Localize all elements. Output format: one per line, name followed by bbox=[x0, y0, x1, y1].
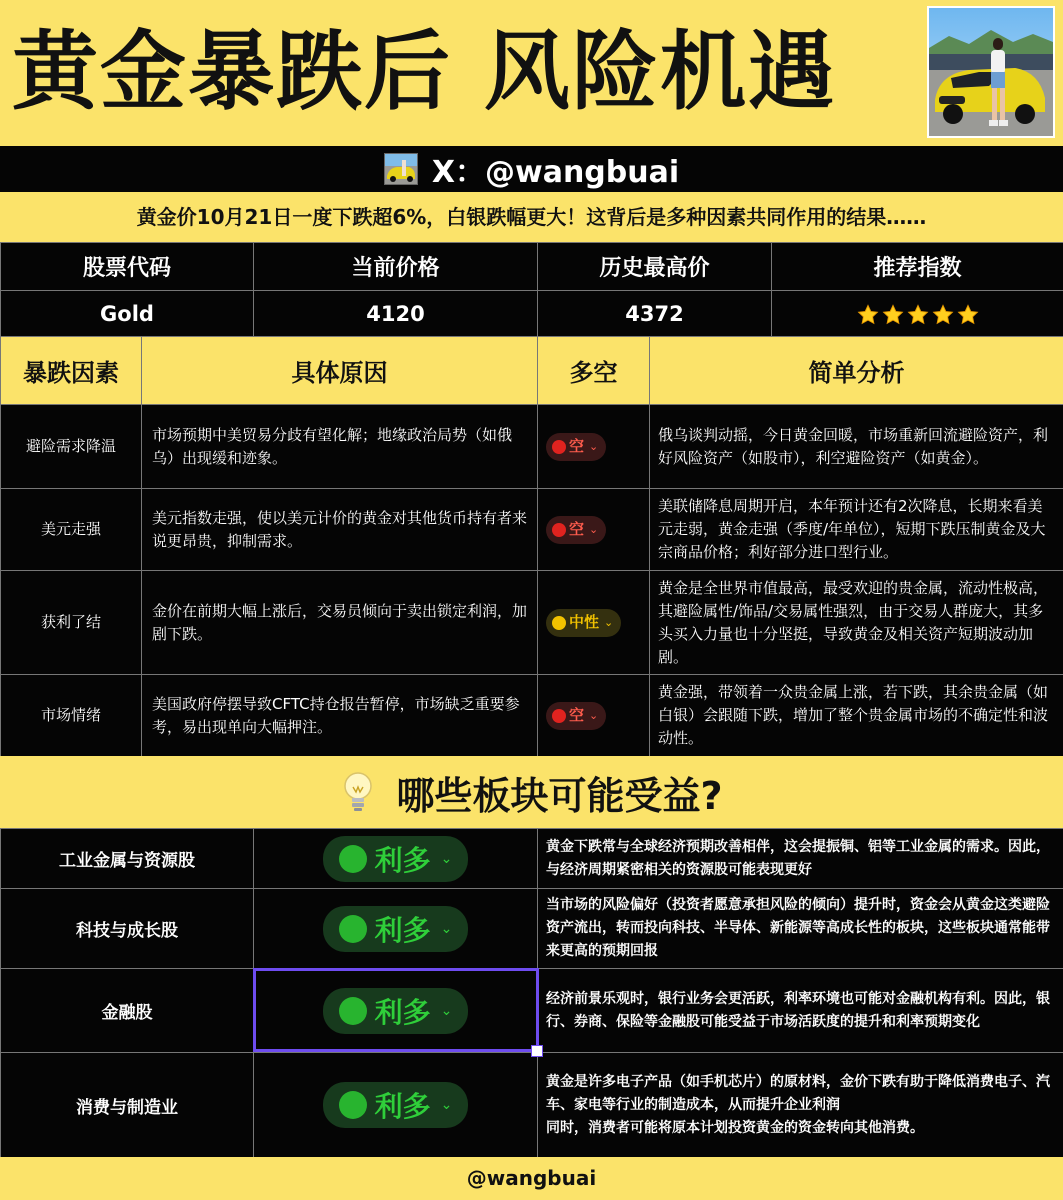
table-row bbox=[1, 969, 1063, 1053]
dot-icon bbox=[339, 997, 367, 1025]
sector-analysis-line: 黄金是许多电子产品（如手机芯片）的原材料，金价下跌有助于降低消费电子、汽车、家电等行业的制造成本，从而提升企业利润 bbox=[546, 1073, 1050, 1113]
sector-analysis: 经济前景乐观时，银行业务会更活跃，利率环境也可能对金融机构有利。因此，银行、券商、保险等金融股可能受益于市场活跃度的提升和利率预期变化 bbox=[538, 969, 1063, 1053]
lightbulb-icon bbox=[340, 770, 376, 814]
chevron-down-icon: ⌄ bbox=[589, 440, 599, 453]
stock-table bbox=[0, 242, 1063, 337]
dot-icon bbox=[552, 709, 566, 723]
historical-high: 4372 bbox=[538, 291, 772, 337]
section-header bbox=[0, 756, 1063, 828]
sentiment-label: 利多 bbox=[374, 843, 431, 877]
sentiment-dropdown[interactable] bbox=[546, 433, 606, 461]
chevron-down-icon: ⌄ bbox=[440, 850, 453, 867]
sector-name: 科技与成长股 bbox=[1, 889, 254, 969]
table-row bbox=[1, 489, 1063, 571]
table-row bbox=[1, 889, 1063, 969]
sentiment-dropdown[interactable] bbox=[323, 836, 469, 882]
table-row bbox=[1, 571, 1063, 675]
factor-name: 获利了结 bbox=[1, 571, 142, 675]
profile-photo bbox=[927, 6, 1055, 138]
header-factor: 暴跌因素 bbox=[1, 337, 142, 405]
sentiment-cell bbox=[254, 889, 538, 969]
table-header-row bbox=[1, 337, 1063, 405]
table-header-row bbox=[1, 243, 1063, 291]
sentiment-cell bbox=[254, 1053, 538, 1158]
sector-name: 消费与制造业 bbox=[1, 1053, 254, 1158]
dot-icon bbox=[552, 523, 566, 537]
sentiment-cell bbox=[538, 489, 650, 571]
sentiment-label: 中性 bbox=[569, 613, 600, 631]
footer-handle: @wangbuai bbox=[0, 1157, 1063, 1200]
handle-text[interactable]: X：@wangbuai bbox=[431, 155, 680, 190]
factor-analysis: 俄乌谈判动摇，今日黄金回暖，市场重新回流避险资产，利好风险资产（如股市），利空避险资产（如黄金）。 bbox=[650, 405, 1063, 489]
table-row bbox=[1, 291, 1063, 337]
header-sentiment: 多空 bbox=[538, 337, 650, 405]
sentiment-dropdown[interactable] bbox=[323, 988, 469, 1034]
rating-cell bbox=[772, 291, 1063, 337]
star-icon bbox=[957, 304, 979, 326]
sentiment-cell bbox=[538, 405, 650, 489]
sentiment-cell bbox=[538, 675, 650, 757]
section-title: 哪些板块可能受益? bbox=[396, 773, 723, 818]
factor-reason: 美国政府停摆导致CFTC持仓报告暂停，市场缺乏重要参考，易出现单向大幅押注。 bbox=[142, 675, 538, 757]
rating-stars bbox=[857, 304, 979, 326]
star-icon bbox=[882, 304, 904, 326]
sentiment-label: 利多 bbox=[374, 995, 431, 1029]
chevron-down-icon: ⌄ bbox=[604, 616, 614, 629]
sentiment-dropdown[interactable] bbox=[546, 516, 606, 544]
sector-analysis: 黄金下跌常与全球经济预期改善相伴，这会提振铜、铝等工业金属的需求。因此，与经济周期紧密相关的资源股可能表现更好 bbox=[538, 829, 1063, 889]
factor-analysis: 黄金强，带领着一众贵金属上涨，若下跌，其余贵金属（如白银）会跟随下跌，增加了整个贵金属市场的不确定性和波动性。 bbox=[650, 675, 1063, 757]
factor-reason: 市场预期中美贸易分歧有望化解；地缘政治局势（如俄乌）出现缓和迹象。 bbox=[142, 405, 538, 489]
factor-table bbox=[0, 336, 1063, 757]
current-price: 4120 bbox=[254, 291, 538, 337]
chevron-down-icon: ⌄ bbox=[440, 920, 453, 937]
handle-avatar bbox=[384, 153, 418, 185]
sector-table bbox=[0, 828, 1063, 1158]
header-rating: 推荐指数 bbox=[772, 243, 1063, 291]
dot-icon bbox=[339, 845, 367, 873]
sector-analysis-line: 同时，消费者可能将原本计划投资黄金的资金转向其他消费。 bbox=[546, 1119, 924, 1136]
stock-code: Gold bbox=[1, 291, 254, 337]
social-handle-bar bbox=[0, 146, 1063, 192]
dot-icon bbox=[339, 915, 367, 943]
chevron-down-icon: ⌄ bbox=[589, 523, 599, 536]
chevron-down-icon: ⌄ bbox=[440, 1002, 453, 1019]
sentiment-label: 空 bbox=[569, 706, 585, 724]
table-row bbox=[1, 829, 1063, 889]
chevron-down-icon: ⌄ bbox=[440, 1097, 453, 1113]
subtitle: 黄金价10月21日一度下跌超6%，白银跌幅更大！这背后是多种因素共同作用的结果…… bbox=[0, 192, 1063, 242]
header-current-price: 当前价格 bbox=[254, 243, 538, 291]
sentiment-cell bbox=[254, 829, 538, 889]
factor-reason: 金价在前期大幅上涨后，交易员倾向于卖出锁定利润，加剧下跌。 bbox=[142, 571, 538, 675]
sector-name: 工业金属与资源股 bbox=[1, 829, 254, 889]
factor-analysis: 黄金是全世界市值最高，最受欢迎的贵金属，流动性极高，其避险属性/饰品/交易属性强烈，由于交易人群庞大，其多头买入力量也十分坚挺，导致黄金及相关资产短期波动加剧。 bbox=[650, 571, 1063, 675]
header-historical-high: 历史最高价 bbox=[538, 243, 772, 291]
header-banner bbox=[0, 0, 1063, 146]
sentiment-dropdown[interactable] bbox=[546, 609, 621, 637]
factor-name: 避险需求降温 bbox=[1, 405, 142, 489]
factor-name: 市场情绪 bbox=[1, 675, 142, 757]
sentiment-label: 空 bbox=[569, 437, 585, 455]
sentiment-cell bbox=[538, 571, 650, 675]
dot-icon bbox=[339, 1091, 367, 1119]
sentiment-cell bbox=[254, 969, 538, 1053]
star-icon bbox=[907, 304, 929, 326]
sector-name: 金融股 bbox=[1, 969, 254, 1053]
table-row bbox=[1, 1053, 1063, 1158]
star-icon bbox=[932, 304, 954, 326]
sentiment-label: 利多 bbox=[374, 913, 431, 947]
dot-icon bbox=[552, 616, 566, 630]
header-reason: 具体原因 bbox=[142, 337, 538, 405]
page-title: 黄金暴跌后 风险机遇 bbox=[12, 22, 836, 122]
chevron-down-icon: ⌄ bbox=[589, 709, 599, 722]
factor-analysis: 美联储降息周期开启，本年预计还有2次降息，长期来看美元走弱，黄金走强（季度/年单位），短期下跌压制黄金及大宗商品价格；利好部分进口型行业。 bbox=[650, 489, 1063, 571]
table-row bbox=[1, 675, 1063, 757]
sentiment-dropdown[interactable] bbox=[323, 906, 469, 952]
table-row bbox=[1, 405, 1063, 489]
sector-analysis: 当市场的风险偏好（投资者愿意承担风险的倾向）提升时，资金会从黄金这类避险资产流出，转而投向科技、半导体、新能源等高成长性的板块，这些板块通常能带来更高的预期回报 bbox=[538, 889, 1063, 969]
star-icon bbox=[857, 304, 879, 326]
sector-analysis bbox=[538, 1053, 1063, 1158]
header-analysis: 简单分析 bbox=[650, 337, 1063, 405]
dot-icon bbox=[552, 440, 566, 454]
sentiment-dropdown[interactable] bbox=[323, 1082, 469, 1128]
sentiment-label: 利多 bbox=[374, 1090, 431, 1123]
factor-reason: 美元指数走强，使以美元计价的黄金对其他货币持有者来说更昂贵，抑制需求。 bbox=[142, 489, 538, 571]
sentiment-label: 空 bbox=[569, 520, 585, 538]
selection-resize-handle[interactable] bbox=[531, 1045, 543, 1057]
header-stock-code: 股票代码 bbox=[1, 243, 254, 291]
sentiment-dropdown[interactable] bbox=[546, 702, 606, 730]
factor-name: 美元走强 bbox=[1, 489, 142, 571]
